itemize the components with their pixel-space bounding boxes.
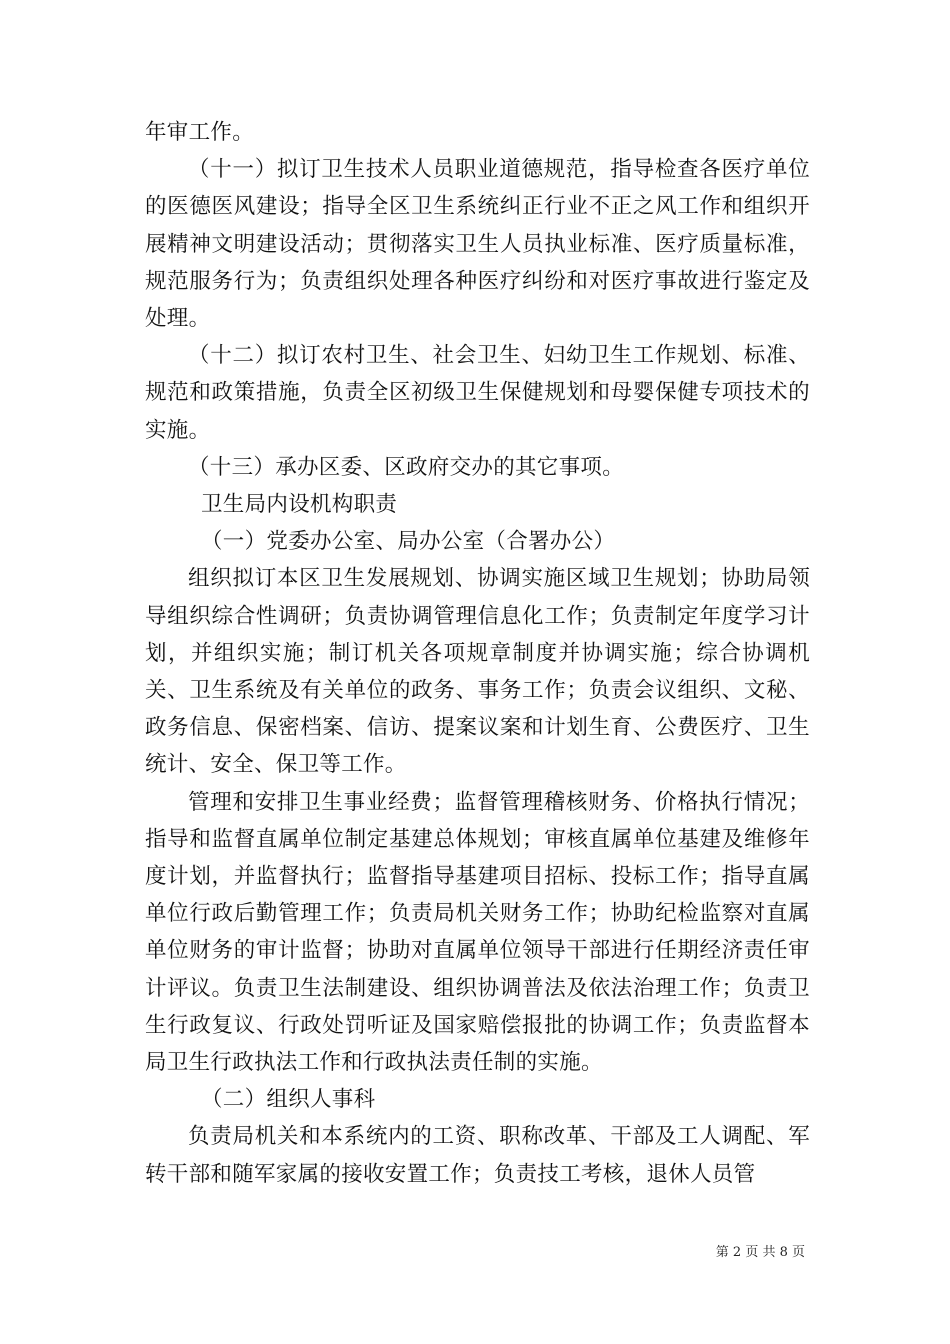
paragraph-item-12: （十二）拟订农村卫生、社会卫生、妇幼卫生工作规划、标准、规范和政策措施，负责全区初级卫生保健规划和母婴保健专项技术的实施。	[145, 343, 810, 443]
paragraph-item-13: （十三）承办区委、区政府交办的其它事项。	[188, 454, 625, 480]
paragraph-continuation: 年审工作。	[145, 120, 255, 145]
paragraph-item-11: （十一）拟订卫生技术人员职业道德规范，指导检查各医疗单位的医德医风建设；指导全区卫生系统纠正行业不正之风工作和组织开展精神文明建设活动；贯彻落实卫生人员执业标准、医疗质量标准，规范服务行为；负责组织处理各种医疗纠纷和对医疗事故进行鉴定及处理。	[145, 157, 810, 332]
paragraph-personnel-duties: 负责局机关和本系统内的工资、职称改革、干部及工人调配、军转干部和随军家属的接收安置工作；负责技工考核，退休人员管	[145, 1124, 810, 1187]
subsection-heading-office: （一）党委办公室、局办公室（合署办公）	[201, 529, 616, 555]
paragraph-office-duties: 组织拟订本区卫生发展规划、协调实施区域卫生规划；协助局领导组织综合性调研；负责协调管理信息化工作；负责制定年度学习计划，并组织实施；制订机关各项规章制度并协调实施；综合协调机关、卫生系统及有关单位的政务、事务工作；负责会议组织、文秘、政务信息、保密档案、信访、提案议案和计划生育、公费医疗、卫生统计、安全、保卫等工作。	[145, 566, 810, 778]
paragraph-finance-duties: 管理和安排卫生事业经费；监督管理稽核财务、价格执行情况；指导和监督直属单位制定基建总体规划；审核直属单位基建及维修年度计划，并监督执行；监督指导基建项目招标、投标工作；指导直属单位行政后勤管理工作；负责局机关财务工作；协助纪检监察对直属单位财务的审计监督；协助对直属单位领导干部进行任期经济责任审计评议。负责卫生法制建设、组织协调普法及依法治理工作；负责卫生行政复议、行政处罚听证及国家赔偿报批的协调工作；负责监督本局卫生行政执法工作和行政执法责任制的实施。	[145, 789, 810, 1076]
subsection-heading-personnel: （二）组织人事科	[201, 1087, 376, 1113]
page-number-footer: 第 2 页 共 8 页	[715, 1245, 805, 1260]
section-heading-internal-units: 卫生局内设机构职责	[201, 492, 398, 518]
document-body	[145, 114, 810, 1193]
